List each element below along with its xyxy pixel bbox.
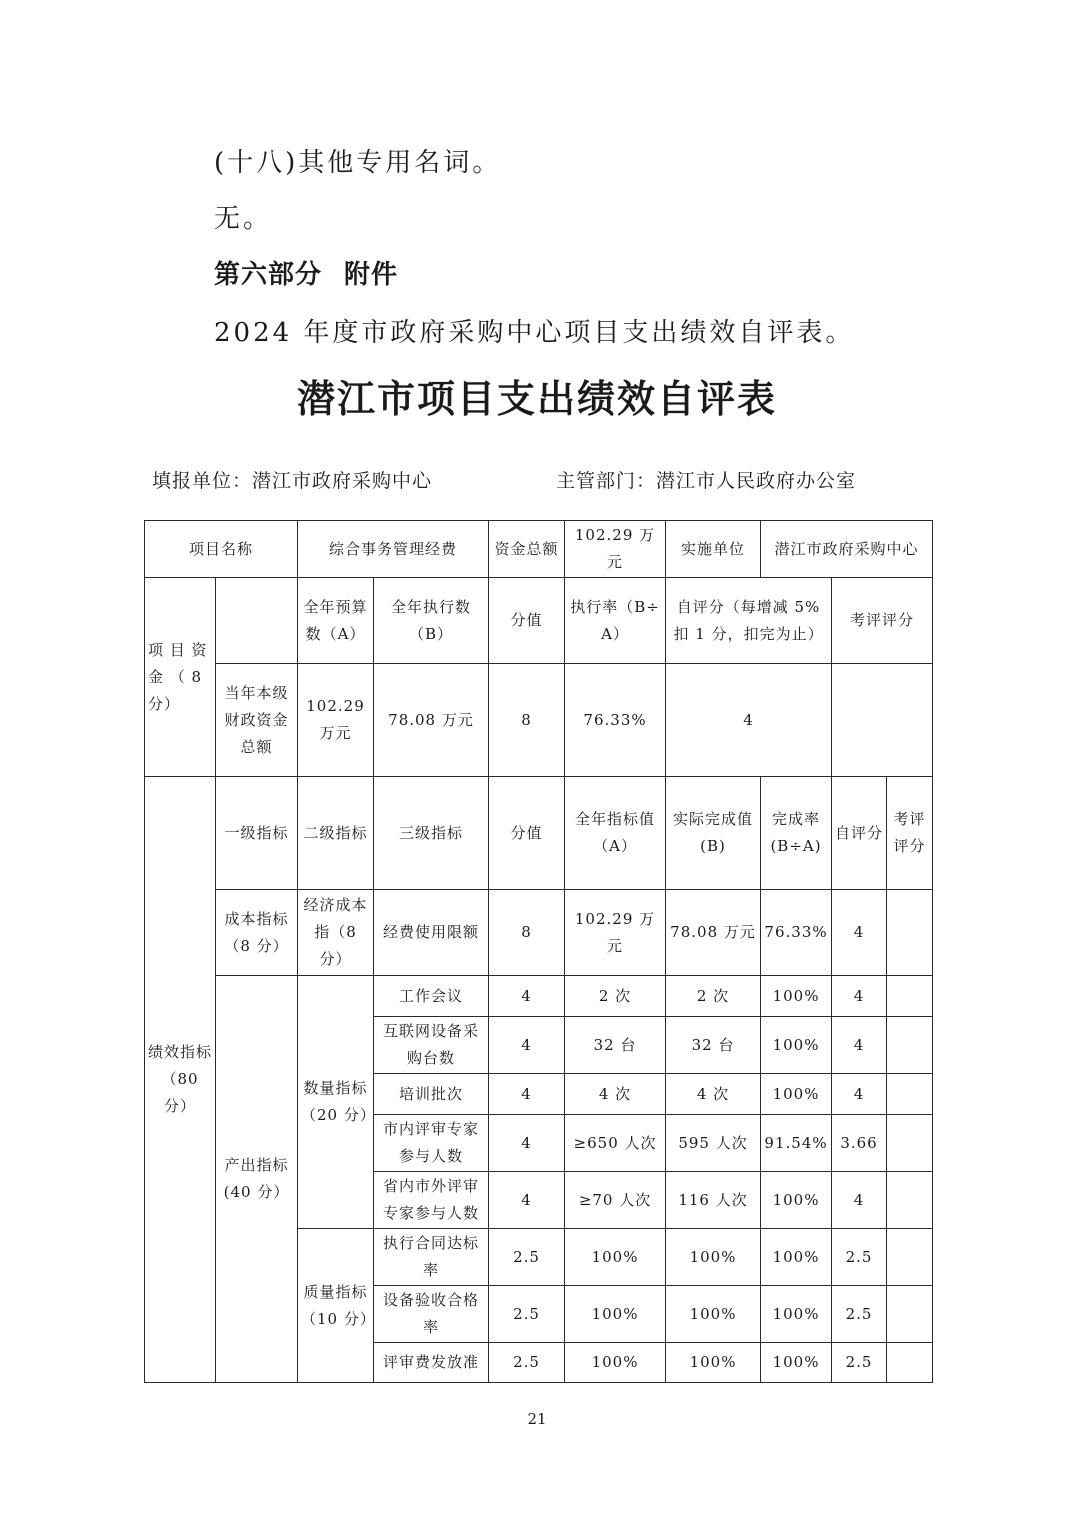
indicator-actual: 100%	[666, 1343, 761, 1383]
evaluation-table	[144, 520, 933, 1383]
indicator-actual: 116 人次	[666, 1172, 761, 1229]
header-perf-review-score: 考评评分	[887, 777, 933, 890]
indicator-score: 4	[489, 1115, 565, 1172]
indicator-review-score	[887, 976, 933, 1017]
indicator-self-score: 4	[832, 976, 887, 1017]
implementing-unit: 潜江市政府采购中心	[761, 521, 933, 578]
header-level2: 二级指标	[298, 777, 374, 890]
department-label: 主管部门：潜江市人民政府办公室	[556, 470, 857, 492]
indicator-rate: 100%	[761, 1229, 832, 1286]
indicator-score: 4	[489, 1172, 565, 1229]
fund-review-score	[832, 664, 933, 777]
indicator-target: 100%	[565, 1343, 666, 1383]
indicator-actual: 32 台	[666, 1017, 761, 1074]
indicator-rate: 100%	[761, 1074, 832, 1115]
indicator-actual: 4 次	[666, 1074, 761, 1115]
table-row-fund-values	[145, 664, 933, 777]
indicator-name: 工作会议	[374, 976, 489, 1017]
output-indicator-level1: 产出指标(40 分）	[216, 976, 298, 1383]
label-total-funds: 资金总额	[489, 521, 565, 578]
indicator-name: 评审费发放准	[374, 1343, 489, 1383]
indicator-rate: 100%	[761, 1017, 832, 1074]
indicator-rate: 100%	[761, 1343, 832, 1383]
indicator-rate: 91.54%	[761, 1115, 832, 1172]
indicator-score: 4	[489, 1074, 565, 1115]
header-level1: 一级指标	[216, 777, 298, 890]
indicator-name: 经费使用限额	[374, 890, 489, 976]
indicator-actual: 78.08 万元	[666, 890, 761, 976]
indicator-target: 32 台	[565, 1017, 666, 1074]
section-heading	[214, 254, 398, 291]
quantity-indicator-level2: 数量指标（20 分）	[298, 976, 374, 1229]
indicator-name: 培训批次	[374, 1074, 489, 1115]
fund-row-label: 当年本级财政资金总额	[216, 664, 298, 777]
header-self-score: 自评分（每增减 5%扣 1 分，扣完为止）	[666, 578, 832, 664]
indicator-name: 设备验收合格率	[374, 1286, 489, 1343]
indicator-target: ≥70 人次	[565, 1172, 666, 1229]
fund-rate: 76.33%	[565, 664, 666, 777]
fund-budget: 102.29 万元	[298, 664, 374, 777]
indicator-actual: 100%	[666, 1229, 761, 1286]
table-row	[145, 976, 933, 1017]
header-actual-value: 实际完成值(B)	[666, 777, 761, 890]
indicator-target: ≥650 人次	[565, 1115, 666, 1172]
project-funds-side-label: 项 目 资 金 （ 8 分）	[145, 578, 216, 777]
fund-self-score: 4	[666, 664, 832, 777]
indicator-target: 102.29 万元	[565, 890, 666, 976]
indicator-name: 互联网设备采购台数	[374, 1017, 489, 1074]
fund-score: 8	[489, 664, 565, 777]
table-row-project	[145, 521, 933, 578]
indicator-self-score: 4	[832, 1017, 887, 1074]
total-funds: 102.29 万元	[565, 521, 666, 578]
paragraph-other-terms: (十八)其他专用名词。	[214, 148, 502, 178]
indicator-target: 100%	[565, 1229, 666, 1286]
indicator-score: 4	[489, 1017, 565, 1074]
indicator-score: 8	[489, 890, 565, 976]
header-review-score: 考评评分	[832, 578, 933, 664]
empty-cell	[216, 578, 298, 664]
indicator-score: 2.5	[489, 1229, 565, 1286]
indicator-review-score	[887, 890, 933, 976]
paragraph-attachment-desc: 2024 年度市政府采购中心项目支出绩效自评表。	[214, 318, 855, 348]
label-project-name: 项目名称	[145, 521, 298, 578]
indicator-target: 2 次	[565, 976, 666, 1017]
header-perf-score: 分值	[489, 777, 565, 890]
indicator-review-score	[887, 1172, 933, 1229]
indicator-self-score: 4	[832, 1074, 887, 1115]
header-annual-budget: 全年预算数（A）	[298, 578, 374, 664]
header-annual-execution: 全年执行数（B）	[374, 578, 489, 664]
table-row	[145, 890, 933, 976]
page-number: 21	[527, 1410, 547, 1428]
indicator-rate: 100%	[761, 1286, 832, 1343]
header-perf-self-score: 自评分	[832, 777, 887, 890]
indicator-self-score: 3.66	[832, 1115, 887, 1172]
section-heading-attachment: 附件	[344, 260, 399, 290]
paragraph-none: 无。	[214, 204, 273, 234]
indicator-score: 2.5	[489, 1286, 565, 1343]
fill-unit-label: 填报单位：潜江市政府采购中心	[152, 470, 433, 492]
quality-indicator-level2: 质量指标（10 分）	[298, 1229, 374, 1383]
header-execution-rate: 执行率（B÷A）	[565, 578, 666, 664]
indicator-self-score: 2.5	[832, 1286, 887, 1343]
indicator-review-score	[887, 1115, 933, 1172]
performance-side-label: 绩效指标（80 分）	[145, 777, 216, 1383]
table-row-fund-header	[145, 578, 933, 664]
header-target-value: 全年指标值（A）	[565, 777, 666, 890]
indicator-score: 4	[489, 976, 565, 1017]
indicator-self-score: 4	[832, 1172, 887, 1229]
header-level3: 三级指标	[374, 777, 489, 890]
indicator-target: 4 次	[565, 1074, 666, 1115]
indicator-self-score: 2.5	[832, 1229, 887, 1286]
indicator-review-score	[887, 1286, 933, 1343]
section-heading-part: 第六部分	[214, 260, 323, 290]
header-completion-rate: 完成率(B÷A)	[761, 777, 832, 890]
project-name: 综合事务管理经费	[298, 521, 489, 578]
indicator-actual: 2 次	[666, 976, 761, 1017]
indicator-review-score	[887, 1229, 933, 1286]
indicator-rate: 100%	[761, 976, 832, 1017]
cost-indicator-level2: 经济成本指（8 分）	[298, 890, 374, 976]
indicator-actual: 100%	[666, 1286, 761, 1343]
indicator-score: 2.5	[489, 1343, 565, 1383]
page-title: 潜江市项目支出绩效自评表	[296, 376, 777, 421]
fund-execution: 78.08 万元	[374, 664, 489, 777]
indicator-name: 省内市外评审专家参与人数	[374, 1172, 489, 1229]
indicator-name: 市内评审专家参与人数	[374, 1115, 489, 1172]
indicator-self-score: 4	[832, 890, 887, 976]
indicator-review-score	[887, 1017, 933, 1074]
indicator-name: 执行合同达标率	[374, 1229, 489, 1286]
indicator-review-score	[887, 1343, 933, 1383]
cost-indicator-level1: 成本指标（8 分）	[216, 890, 298, 976]
indicator-rate: 100%	[761, 1172, 832, 1229]
table-row-perf-header	[145, 777, 933, 890]
indicator-actual: 595 人次	[666, 1115, 761, 1172]
indicator-rate: 76.33%	[761, 890, 832, 976]
header-score: 分值	[489, 578, 565, 664]
indicator-review-score	[887, 1074, 933, 1115]
indicator-target: 100%	[565, 1286, 666, 1343]
label-implementing-unit: 实施单位	[666, 521, 761, 578]
indicator-self-score: 2.5	[832, 1343, 887, 1383]
